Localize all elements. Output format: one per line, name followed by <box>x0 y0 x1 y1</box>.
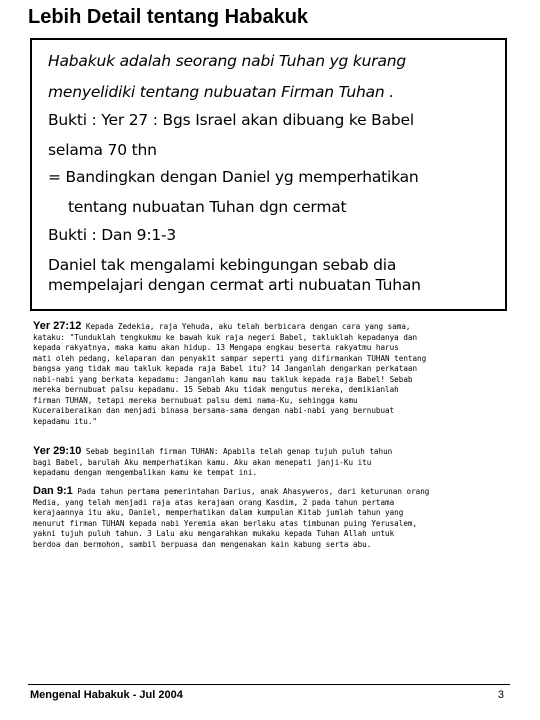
verse-block-dan-9-1 <box>33 486 508 550</box>
verse-text: Sebab beginilah firman TUHAN: Apabila telah genap tujuh puluh tahun bagi Babel, barulah Aku memperhatikan kamu. Aku akan menepati janji-Ku itu kepadamu dengan mengembalikan kamu ke tempat ini. <box>33 447 393 477</box>
box-line: Bukti : Dan 9:1-3 <box>48 226 177 244</box>
page-number: 3 <box>497 689 504 701</box>
box-line: Habakuk adalah seorang nabi Tuhan yg kurang <box>48 52 407 70</box>
verse-block-yer-29-10 <box>33 446 508 479</box>
footer-title: Mengenal Habakuk - Jul 2004 <box>30 689 183 701</box>
box-line: tentang nubuatan Tuhan dgn cermat <box>68 198 347 216</box>
page-title: Lebih Detail tentang Habakuk <box>28 6 309 28</box>
verse-text: Kepada Zedekia, raja Yehuda, aku telah berbicara dengan cara yang sama, kataku: "Tunduklah tengkukmu ke bawah kuk raja negeri Babel, takluklah kepadanya dan kepada rakyatnya, maka kamu akan hidup. 13 Mengapa engkau beserta rakyatmu harus mati oleh pedang, kelaparan dan penyakit sampar seperti yang difirmankan TUHAN tentang bangsa yang tidak mau takluk kepada raja Babel itu? 14 Janganlah dengarkan perkataan nabi-nabi yang berkata kepadamu: Janganlah kamu mau takluk kepada raja Babel! Sebab mereka bernubuat palsu kepadamu. 15 Sebab Aku tidak mengutus mereka, demikianlah firman TUHAN, tetapi mereka bernubuat palsu demi nama-Ku, sehingga kamu Kuceraiberaikan dan menjadi binasa bersama-sama dengan nabi-nabi yang bernubuat kepadamu itu." <box>33 322 427 426</box>
box-line: Daniel tak mengalami kebingungan sebab dia <box>48 256 397 274</box>
box-line: menyelidiki tentang nubuatan Firman Tuhan . <box>48 83 394 101</box>
box-line: = Bandingkan dengan Daniel yg memperhatikan <box>48 168 419 186</box>
verse-text: Pada tahun pertama pemerintahan Darius, anak Ahasyweros, dari keturunan orang Media, yang telah menjadi raja atas kerajaan orang Kasdim, 2 pada tahun pertama kerajaannya itu aku, Daniel, memperhatikan dalam kumpulan Kitab jumlah tahun yang menurut firman TUHAN kepada nabi Yeremia akan berlaku atas timbunan puing Yerusalem, yakni tujuh puluh tahun. 3 Lalu aku mengarahkan mukaku kepada Tuhan Allah untuk berdoa dan bermohon, sambil berpuasa dan mengenakan kain kabung serta abu. <box>33 487 430 549</box>
summary-box <box>30 38 507 311</box>
verse-reference: Yer 29:10 <box>33 445 82 457</box>
box-line: selama 70 thn <box>48 141 157 159</box>
verse-block-yer-27-12 <box>33 321 508 427</box>
verse-reference: Dan 9:1 <box>33 485 73 497</box>
verse-reference: Yer 27:12 <box>33 320 82 332</box>
box-line: mempelajari dengan cermat arti nubuatan Tuhan <box>48 276 421 294</box>
box-line: Bukti : Yer 27 : Bgs Israel akan dibuang ke Babel <box>48 111 414 129</box>
footer-divider <box>28 684 510 685</box>
